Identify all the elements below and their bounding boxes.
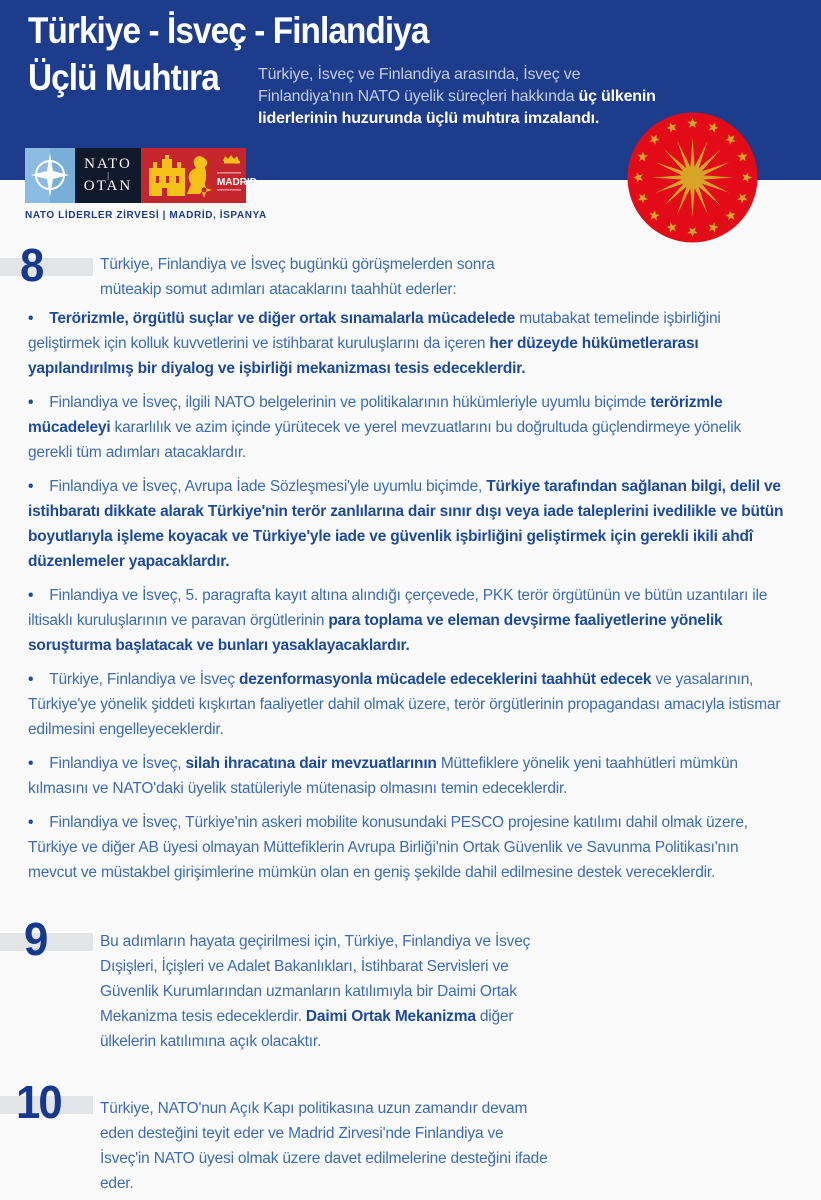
section-10-text: Türkiye, NATO'nun Açık Kapı politikasına uzun zamandır devam eden desteğini teyit eder ve Madrid Zirvesi'nde Finlandiya ve İsveç'in NATO üyesi olmak üzere davet edilmelerine desteğini ifade eder. bbox=[100, 1100, 548, 1192]
bullet-text: Finlandiya ve İsveç, silah ihracatına dair mevzuatlarının Müttefiklere yönelik yeni taahhütleri mümkün kılmasını ve NATO'daki üyelik statüleriyle mütenasip olmasını temin edeceklerdir. bbox=[28, 755, 738, 797]
section-9-text: Bu adımların hayata geçirilmesi için, Türkiye, Finlandiya ve İsveç Dışişleri, İçişleri ve Adalet Bakanlıkları, İstihbarat Servisleri ve Güvenlik Kurumlarından uzmanların katılımıyla bir Daimi Ortak Mekanizma tesis edeceklerdir. Daimi Ortak Mekanizma diğer ülkelerin katılımına açık olacaktır. bbox=[100, 933, 531, 1050]
section-8-bar bbox=[0, 258, 93, 276]
bullet-text: Finlandiya ve İsveç, Türkiye'nin askeri mobilite konusundaki PESCO projesine katılımı dahil olmak üzere, Türkiye ve diğer AB üyesi olmayan Müttefiklerin Avrupa Birliği'nin Ortak Güvenlik ve Savunma Politikası'nın mevcut ve müstakbel girişimlerine mümkün olan en geniş şekilde dahil edilmesine destek vereceklerdir. bbox=[28, 814, 748, 881]
bullet-marker: • bbox=[28, 394, 34, 411]
summit-caption: NATO LİDERLER ZİRVESİ | MADRİD, İSPANYA bbox=[25, 210, 267, 221]
bullet-marker: • bbox=[28, 310, 34, 327]
bullet-marker: • bbox=[28, 814, 34, 831]
nato-compass-svg bbox=[25, 148, 75, 203]
nato-label: NATO bbox=[84, 156, 132, 172]
madrid-label: MADRID bbox=[217, 177, 257, 188]
bullet-text: Türkiye, Finlandiya ve İsveç dezenformasyonla mücadele edeceklerini taahhüt edecek ve yasalarının, Türkiye'ye yönelik şiddeti kışkırtan faaliyetler dahil olmak üzere, terör örgütlerinin propagandası amacıyla istismar edilmesini engelleyeceklerdir. bbox=[28, 671, 781, 738]
bullet-item bbox=[28, 810, 785, 885]
bullet-item bbox=[28, 751, 785, 801]
madrid-summit-logo bbox=[141, 148, 257, 203]
bullet-text: Finlandiya ve İsveç, ilgili NATO belgelerinin ve politikalarının hükümleriyle uyumlu biçimde terörizmle mücadeleyi kararlılık ve azim içinde yürütecek ve yerel mevzuatlarını bu doğrultuda güçlendirmeye yönelik gerekli tüm adımları atacaklardır. bbox=[28, 394, 742, 461]
bullet-marker: • bbox=[28, 755, 34, 772]
bullet-item bbox=[28, 583, 785, 658]
bullet-item bbox=[28, 306, 785, 381]
bullet-text: Terörizmle, örgütlü suçlar ve diğer ortak sınamalarla mücadelede mutabakat temelinde işbirliğini geliştirmek için kolluk kuvvetlerini ve istihbarat kuruluşlarını da içeren her düzeyde hükümetlerarası yapılandırılmış bir diyalog ve işbirliği mekanizması tesis edeceklerdir. bbox=[28, 310, 721, 377]
section-8-intro: Türkiye, Finlandiya ve İsveç bugünkü görüşmelerden sonra müteakip somut adımları atacaklarını taahhüt ederler: bbox=[100, 256, 495, 298]
page-title-line2: Üçlü Muhtıra bbox=[28, 57, 219, 98]
nato-compass-icon bbox=[25, 148, 75, 203]
bullet-item bbox=[28, 474, 785, 574]
header-subtitle: Türkiye, İsveç ve Finlandiya arasında, İsveç ve Finlandiya'nın NATO üyelik süreçleri hakkında üç ülkenin liderlerinin huzurunda üçlü muhtıra imzalandı. bbox=[258, 66, 656, 127]
bullet-item bbox=[28, 390, 785, 465]
section-10-number: 10 bbox=[16, 1076, 61, 1128]
presidential-seal-svg bbox=[627, 112, 758, 243]
bullet-marker: • bbox=[28, 671, 34, 688]
summit-logo-strip bbox=[25, 148, 257, 203]
nato-otan-logo bbox=[75, 148, 141, 203]
bullet-marker: • bbox=[28, 587, 34, 604]
crown-icon bbox=[223, 155, 239, 161]
section-8-bullet-list bbox=[28, 306, 785, 894]
otan-label: OTAN bbox=[83, 178, 133, 194]
section-9-number: 9 bbox=[24, 913, 47, 965]
madrid-summit-svg bbox=[141, 148, 257, 203]
section-8-number: 8 bbox=[20, 239, 43, 291]
bullet-item bbox=[28, 667, 785, 742]
bullet-marker: • bbox=[28, 478, 34, 495]
presidential-seal-icon bbox=[627, 112, 758, 243]
page-title-line1: Türkiye - İsveç - Finlandiya bbox=[28, 10, 429, 51]
nato-otan-separator: | bbox=[107, 171, 109, 180]
bullet-text: Finlandiya ve İsveç, 5. paragrafta kayıt altına alındığı çerçevede, PKK terör örgütünün ve bütün uzantıları ile iltisaklı kuruluşlarının ve paravan örgütlerinin para toplama ve eleman devşirme faaliyetlerine yönelik soruşturma başlatacak ve bunları yasaklayacaklardır. bbox=[28, 587, 768, 654]
bullet-text: Finlandiya ve İsveç, Avrupa İade Sözleşmesi'yle uyumlu biçimde, Türkiye tarafından sağlanan bilgi, delil ve istihbaratı dikkate alarak Türkiye'nin terör zanlılarına dair sınır dışı veya iade taleplerini ivedilikle ve bütün boyutlarıyla işleme koyacak ve Türkiye'yle iade ve güvenlik işbirliğini geliştirmek için gerekli ikili ahdî düzenlemeler yapacaklardır. bbox=[28, 478, 784, 570]
